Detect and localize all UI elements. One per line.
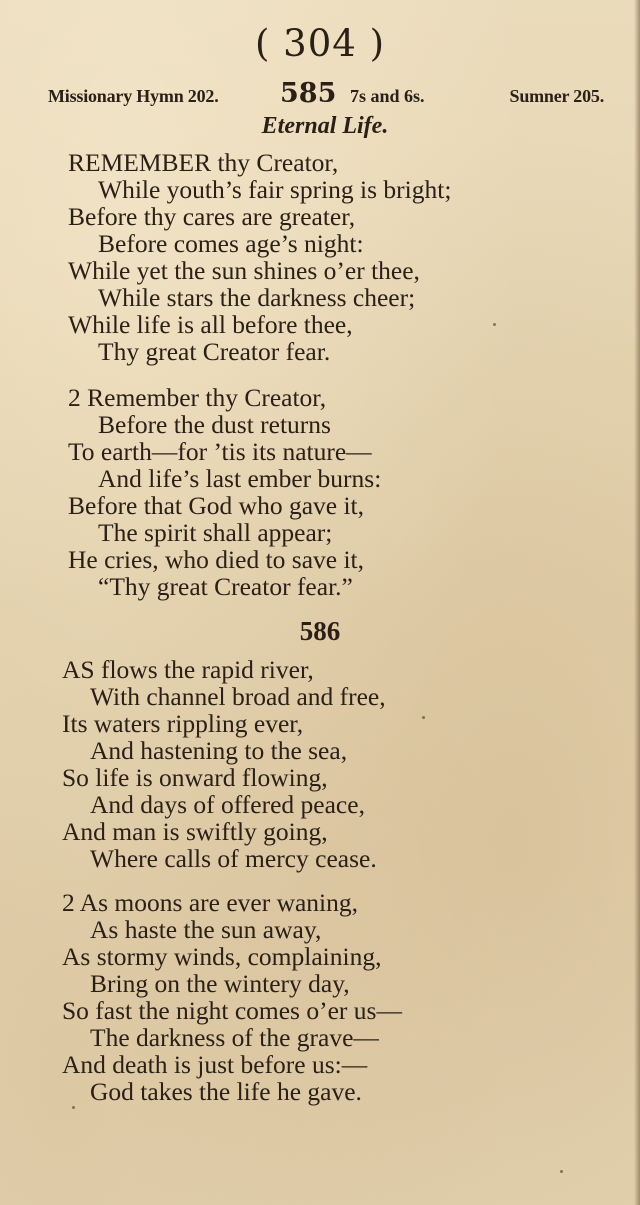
hymn-number: 586 <box>299 616 341 646</box>
verse-line: To earth—for ’tis its nature— <box>68 437 372 466</box>
verse-line: While yet the sun shines o’er thee, <box>68 256 420 285</box>
verse-line: And man is swiftly going, <box>62 817 328 846</box>
verse-line: So fast the night comes o’er us— <box>62 996 402 1025</box>
hymn-number: 585 <box>280 78 337 109</box>
paper-speck <box>422 716 425 719</box>
verse-line: Where calls of mercy cease. <box>90 844 377 873</box>
verse-line: While youth’s fair spring is bright; <box>98 175 452 204</box>
hymn-586-stanza-2 <box>0 889 640 1105</box>
verse-line: As haste the sun away, <box>90 915 322 944</box>
tune-name-left: Missionary Hymn 202. <box>48 86 219 106</box>
verse-line: 2 As moons are ever waning, <box>62 888 359 917</box>
paper-speck <box>560 1170 563 1173</box>
paper-speck <box>493 323 496 326</box>
verse-line: Thy great Creator fear. <box>98 337 331 366</box>
verse-line: With channel broad and free, <box>90 682 386 711</box>
tune-name-right: Sumner 205. <box>509 86 604 106</box>
verse-line: Before the dust returns <box>98 410 331 439</box>
verse-line: 2 Remember thy Creator, <box>68 383 327 412</box>
verse-line: Before comes age’s night: <box>98 229 364 258</box>
verse-line: And days of offered peace, <box>90 790 365 819</box>
page-edge-shadow <box>634 0 640 1205</box>
verse-line: And life’s last ember burns: <box>98 464 382 493</box>
hymn-586-stanza-1 <box>0 656 640 872</box>
paper-speck <box>72 1106 75 1109</box>
verse-line: As stormy winds, complaining, <box>62 942 382 971</box>
hymn-585-stanza-2 <box>0 384 640 600</box>
verse-line: While life is all before thee, <box>68 310 353 339</box>
hymn-header <box>48 78 604 114</box>
hymn-subject: Eternal Life. <box>261 113 389 139</box>
verse-line: So life is onward flowing, <box>62 763 328 792</box>
verse-line: AS flows the rapid river, <box>62 655 314 684</box>
verse-line: Before that God who gave it, <box>68 491 365 520</box>
verse-line: Before thy cares are greater, <box>68 202 356 231</box>
hymn-585-stanza-1 <box>0 149 640 365</box>
verse-line: Bring on the wintery day, <box>90 969 350 998</box>
hymn-meter: 7s and 6s. <box>350 86 425 106</box>
verse-line: REMEMBER thy Creator, <box>68 148 339 177</box>
verse-line: The darkness of the grave— <box>90 1023 379 1052</box>
verse-line: “Thy great Creator fear.” <box>98 572 353 601</box>
verse-line: And death is just before us:— <box>62 1050 368 1079</box>
verse-line: While stars the darkness cheer; <box>98 283 416 312</box>
verse-line: He cries, who died to save it, <box>68 545 365 574</box>
verse-line: The spirit shall appear; <box>98 518 333 547</box>
verse-line: God takes the life he gave. <box>90 1077 362 1106</box>
verse-line: Its waters rippling ever, <box>62 709 304 738</box>
verse-line: And hastening to the sea, <box>90 736 348 765</box>
page-number: ( 304 ) <box>254 22 385 65</box>
